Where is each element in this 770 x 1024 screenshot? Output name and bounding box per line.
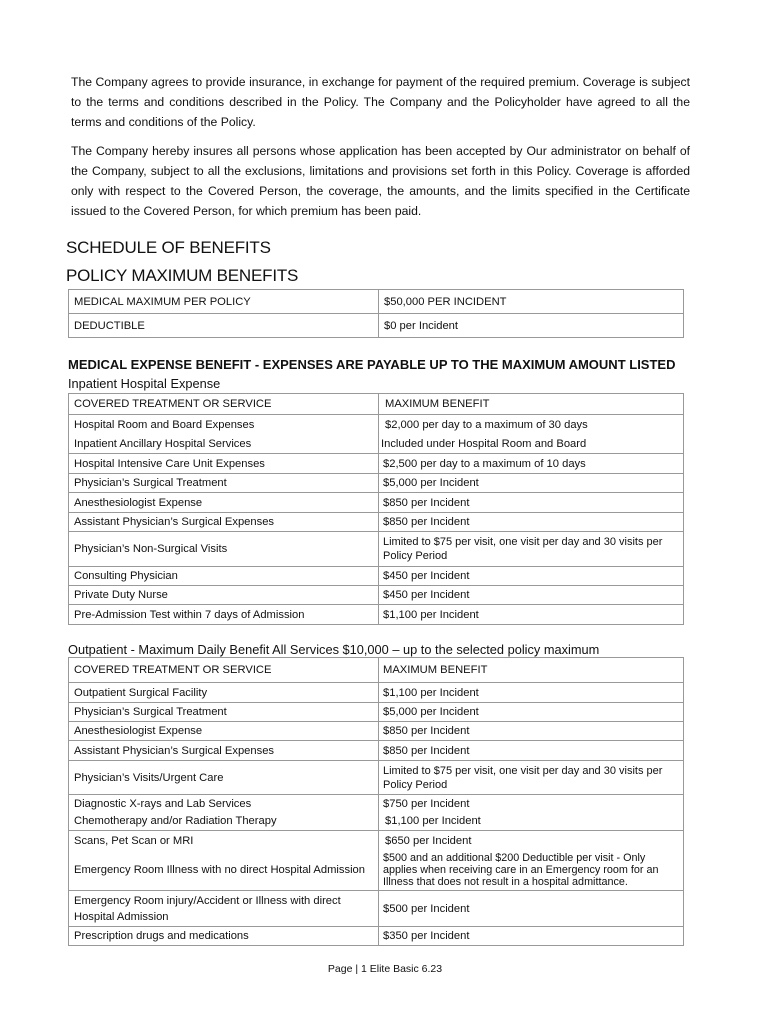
table-row	[69, 831, 684, 851]
policy-max-label: MEDICAL MAXIMUM PER POLICY	[69, 290, 379, 314]
table-row	[69, 454, 684, 474]
service-cell: Assistant Physician’s Surgical Expenses	[69, 513, 379, 532]
service-cell: Pre-Admission Test within 7 days of Admission	[69, 605, 379, 625]
benefit-cell: $450 per Incident	[379, 586, 684, 605]
benefit-cell: Limited to $75 per visit, one visit per day and 30 visits per Policy Period	[379, 532, 684, 567]
benefit-cell: $450 per Incident	[379, 567, 684, 586]
table-header-row	[69, 658, 684, 683]
service-cell: Anesthesiologist Expense	[69, 722, 379, 741]
benefit-cell: $850 per Incident	[379, 513, 684, 532]
benefit-cell: $750 per Incident	[379, 795, 684, 813]
table-row	[69, 513, 684, 532]
table-row	[69, 741, 684, 761]
policy-max-value: $50,000 PER INCIDENT	[379, 290, 684, 314]
service-cell: Assistant Physician’s Surgical Expenses	[69, 741, 379, 761]
table-header-row	[69, 394, 684, 415]
table-row	[69, 813, 684, 831]
service-cell: Scans, Pet Scan or MRI	[69, 831, 379, 851]
table-row	[69, 795, 684, 813]
page-footer: Page | 1 Elite Basic 6.23	[327, 963, 443, 975]
benefit-cell: $850 per Incident	[379, 722, 684, 741]
benefit-cell: $500 and an additional $200 Deductible per visit - Only applies when receiving care in an Emergency room for an Illness that does not result in a hospital admittance.	[379, 851, 684, 891]
benefit-cell: Included under Hospital Room and Board	[379, 435, 684, 454]
service-cell: Consulting Physician	[69, 567, 379, 586]
benefit-cell: $1,100 per Incident	[379, 683, 684, 703]
outpatient-benefits-table	[68, 657, 684, 946]
table-row	[69, 314, 684, 338]
inpatient-subheading: Inpatient Hospital Expense	[68, 376, 221, 391]
service-cell: Prescription drugs and medications	[69, 927, 379, 946]
service-cell: Anesthesiologist Expense	[69, 493, 379, 513]
table-row	[69, 474, 684, 493]
medical-expense-heading: MEDICAL EXPENSE BENEFIT - EXPENSES ARE PAYABLE UP TO THE MAXIMUM AMOUNT LISTED	[68, 357, 676, 372]
intro-paragraph-2: The Company hereby insures all persons whose application has been accepted by Our administrator on behalf of the Company, subject to all the exclusions, limitations and provisions set forth in this Policy. Coverage is afforded only with respect to the Covered Person, the coverage, the amounts, and the limits specified in the Certificate issued to the Covered Person, for which premium has been paid.	[71, 144, 690, 218]
policy-maximum-benefits-heading: POLICY MAXIMUM BENEFITS	[66, 266, 299, 285]
table-row	[69, 605, 684, 625]
table-row	[69, 290, 684, 314]
table-row	[69, 761, 684, 795]
policy-max-value: $0 per Incident	[379, 314, 684, 338]
table-row	[69, 927, 684, 946]
service-cell: Private Duty Nurse	[69, 586, 379, 605]
column-header-service: COVERED TREATMENT OR SERVICE	[69, 394, 379, 415]
table-row	[69, 851, 684, 891]
benefit-cell: $5,000 per Incident	[379, 474, 684, 493]
benefit-cell: Limited to $75 per visit, one visit per day and 30 visits per Policy Period	[379, 761, 684, 795]
policy-maximum-table	[68, 289, 684, 338]
column-header-service: COVERED TREATMENT OR SERVICE	[69, 658, 379, 683]
schedule-of-benefits-heading: SCHEDULE OF BENEFITS	[66, 238, 271, 257]
benefit-cell: $1,100 per Incident	[379, 605, 684, 625]
outpatient-subheading: Outpatient - Maximum Daily Benefit All Services $10,000 – up to the selected policy maximum	[68, 642, 600, 657]
service-cell: Physician’s Surgical Treatment	[69, 703, 379, 722]
table-row	[69, 703, 684, 722]
service-cell: Outpatient Surgical Facility	[69, 683, 379, 703]
table-row	[69, 891, 684, 927]
intro-paragraph-1: The Company agrees to provide insurance, in exchange for payment of the required premium. Coverage is subject to the terms and conditions described in the Policy. The Company and the Policyholder have agreed to all the terms and conditions of the Policy.	[71, 75, 690, 129]
service-cell: Inpatient Ancillary Hospital Services	[69, 435, 379, 454]
table-row	[69, 415, 684, 435]
benefit-cell: $650 per Incident	[379, 831, 684, 851]
service-cell: Emergency Room injury/Accident or Illness with direct Hospital Admission	[69, 891, 379, 927]
policy-max-label: DEDUCTIBLE	[69, 314, 379, 338]
service-cell: Physician’s Visits/Urgent Care	[69, 761, 379, 795]
service-cell: Hospital Room and Board Expenses	[69, 415, 379, 435]
column-header-benefit: MAXIMUM BENEFIT	[379, 658, 684, 683]
table-row	[69, 493, 684, 513]
column-header-benefit: MAXIMUM BENEFIT	[379, 394, 684, 415]
service-cell: Chemotherapy and/or Radiation Therapy	[69, 813, 379, 831]
service-cell: Physician’s Surgical Treatment	[69, 474, 379, 493]
benefit-cell: $850 per Incident	[379, 493, 684, 513]
benefit-cell: $500 per Incident	[379, 891, 684, 927]
benefit-cell: $850 per Incident	[379, 741, 684, 761]
table-row	[69, 586, 684, 605]
service-cell: Hospital Intensive Care Unit Expenses	[69, 454, 379, 474]
inpatient-benefits-table	[68, 393, 684, 625]
benefit-cell: $2,500 per day to a maximum of 10 days	[379, 454, 684, 474]
benefit-cell: $5,000 per Incident	[379, 703, 684, 722]
service-cell: Diagnostic X-rays and Lab Services	[69, 795, 379, 813]
table-row	[69, 722, 684, 741]
benefit-cell: $2,000 per day to a maximum of 30 days	[379, 415, 684, 435]
benefit-cell: $350 per Incident	[379, 927, 684, 946]
service-cell: Physician’s Non-Surgical Visits	[69, 532, 379, 567]
service-cell: Emergency Room Illness with no direct Hospital Admission	[69, 851, 379, 891]
table-row	[69, 435, 684, 454]
table-row	[69, 683, 684, 703]
benefit-cell: $1,100 per Incident	[379, 813, 684, 831]
table-row	[69, 567, 684, 586]
table-row	[69, 532, 684, 567]
